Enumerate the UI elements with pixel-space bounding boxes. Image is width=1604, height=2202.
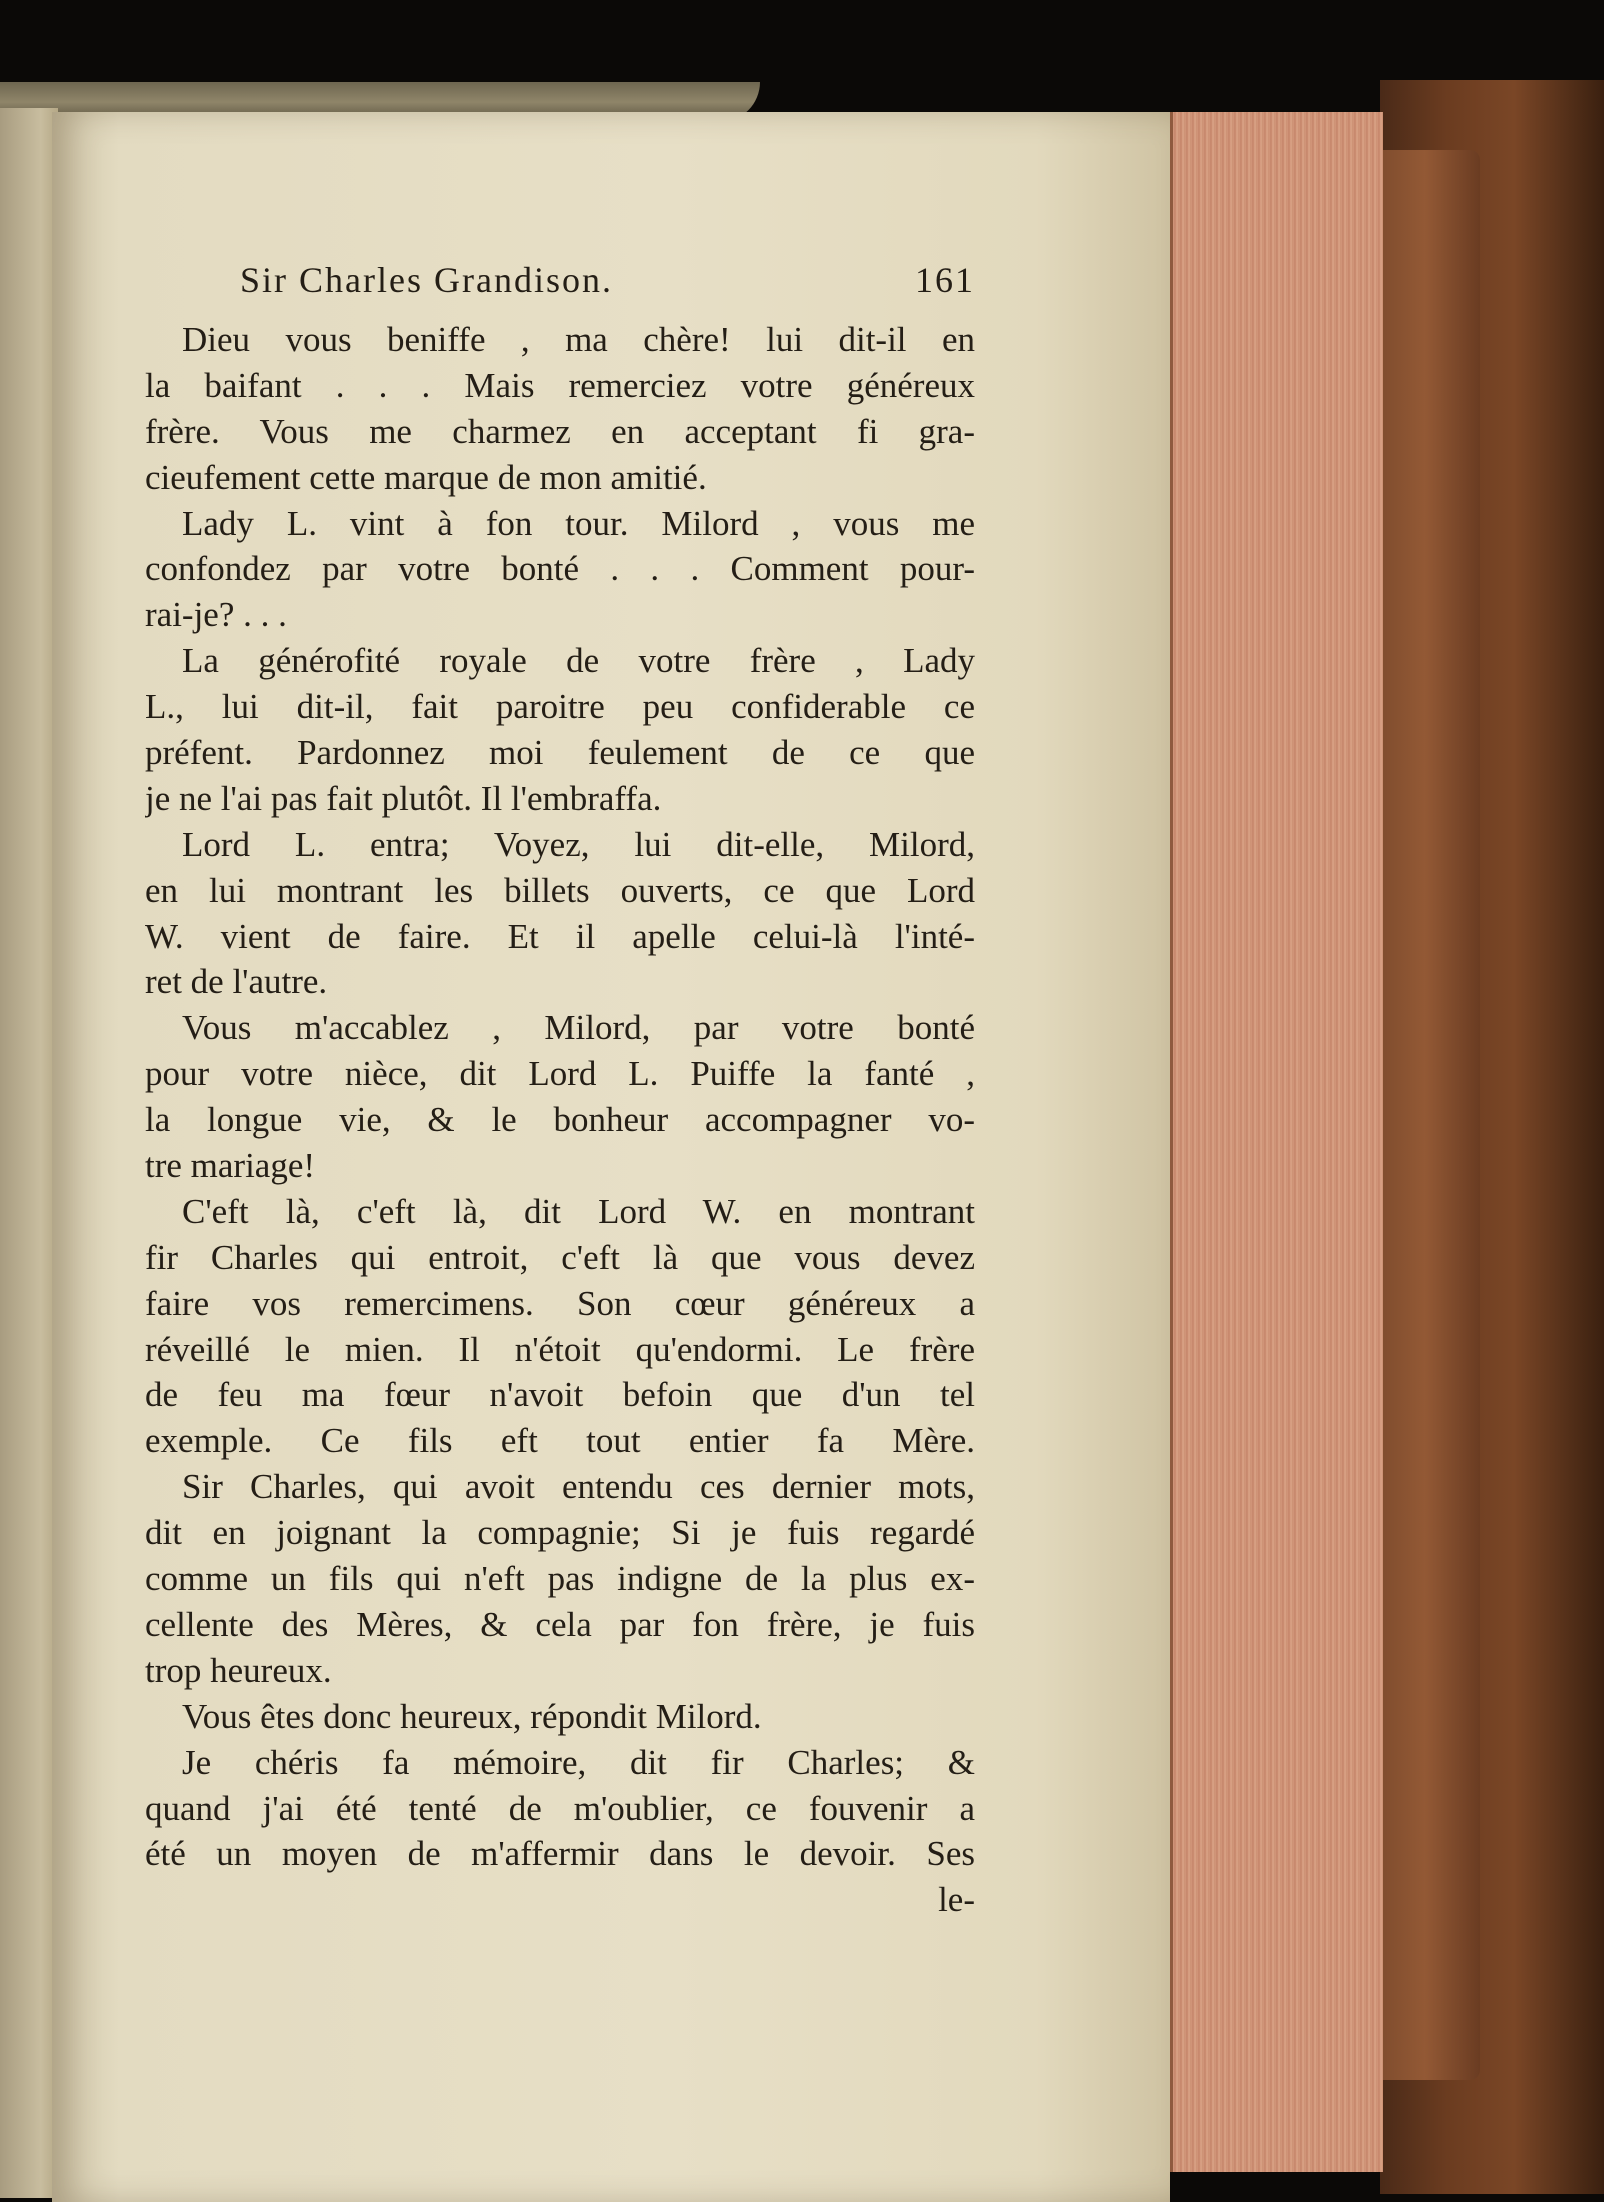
text-line: en lui montrant les billets ouverts, ce que Lord <box>145 870 975 910</box>
page-edges-block <box>1170 112 1383 2172</box>
text-line: la baifant . . . Mais remerciez votre généreux <box>145 365 975 405</box>
text-line: ret de l'autre. <box>145 962 328 1002</box>
text-line: Lord L. entra; Voyez, lui dit-elle, Milord, <box>182 824 975 864</box>
text-line: fir Charles qui entroit, c'eft là que vous devez <box>145 1237 975 1277</box>
book-cover-board <box>1370 150 1480 2080</box>
text-line: C'eft là, c'eft là, dit Lord W. en montrant <box>182 1191 975 1231</box>
page-text-block <box>145 255 975 1923</box>
text-line: trop heureux. <box>145 1650 332 1690</box>
text-line: tre mariage! <box>145 1146 316 1186</box>
text-line: dit en joignant la compagnie; Si je fuis regardé <box>145 1513 975 1553</box>
text-line: Lady L. vint à fon tour. Milord , vous me <box>182 503 975 543</box>
text-line: cellente des Mères, & cela par fon frère, je fuis <box>145 1604 975 1644</box>
text-line: faire vos remercimens. Son cœur généreux a <box>145 1283 975 1323</box>
text-line: frère. Vous me charmez en acceptant fi gra- <box>145 411 975 451</box>
text-line: L., lui dit-il, fait paroitre peu confiderable ce <box>145 687 975 727</box>
text-line: comme un fils qui n'eft pas indigne de la plus ex- <box>145 1559 975 1599</box>
text-line: Je chéris fa mémoire, dit fir Charles; & <box>182 1742 975 1782</box>
text-line: W. vient de faire. Et il apelle celui-là l'inté- <box>145 916 975 956</box>
text-line: cieufement cette marque de mon amitié. <box>145 457 707 497</box>
running-header <box>145 255 975 311</box>
text-line: rai-je? . . . <box>145 595 287 635</box>
catchword: le- <box>938 1880 975 1920</box>
text-line: Dieu vous beniffe , ma chère! lui dit-il en <box>182 320 975 359</box>
text-line: confondez par votre bonté . . . Comment pour- <box>145 549 975 589</box>
text-line: été un moyen de m'affermir dans le devoir. Ses <box>145 1834 975 1874</box>
text-line: La générofité royale de votre frère , Lady <box>182 641 975 681</box>
text-line: quand j'ai été tenté de m'oublier, ce fouvenir a <box>145 1788 975 1828</box>
text-line: préfent. Pardonnez moi feulement de ce que <box>145 733 975 773</box>
text-line: réveillé le mien. Il n'étoit qu'endormi. Le frère <box>145 1329 975 1369</box>
text-line: je ne l'ai pas fait plutôt. Il l'embraffa. <box>145 778 662 818</box>
running-title: Sir Charles Grandison. <box>240 260 613 300</box>
body-text <box>145 317 975 1877</box>
text-line: Sir Charles, qui avoit entendu ces dernier mots, <box>182 1467 975 1507</box>
left-page-edge <box>0 108 58 2198</box>
text-line: Vous êtes donc heureux, répondit Milord. <box>182 1696 762 1736</box>
text-line: Vous m'accablez , Milord, par votre bonté <box>182 1008 975 1048</box>
page-number: 161 <box>915 260 975 300</box>
text-line: exemple. Ce fils eft tout entier fa Mère. <box>145 1421 975 1461</box>
text-line: pour votre nièce, dit Lord L. Puiffe la fanté , <box>145 1054 975 1094</box>
text-line: de feu ma fœur n'avoit befoin que d'un tel <box>145 1375 975 1415</box>
text-line: la longue vie, & le bonheur accompagner vo- <box>145 1100 975 1140</box>
